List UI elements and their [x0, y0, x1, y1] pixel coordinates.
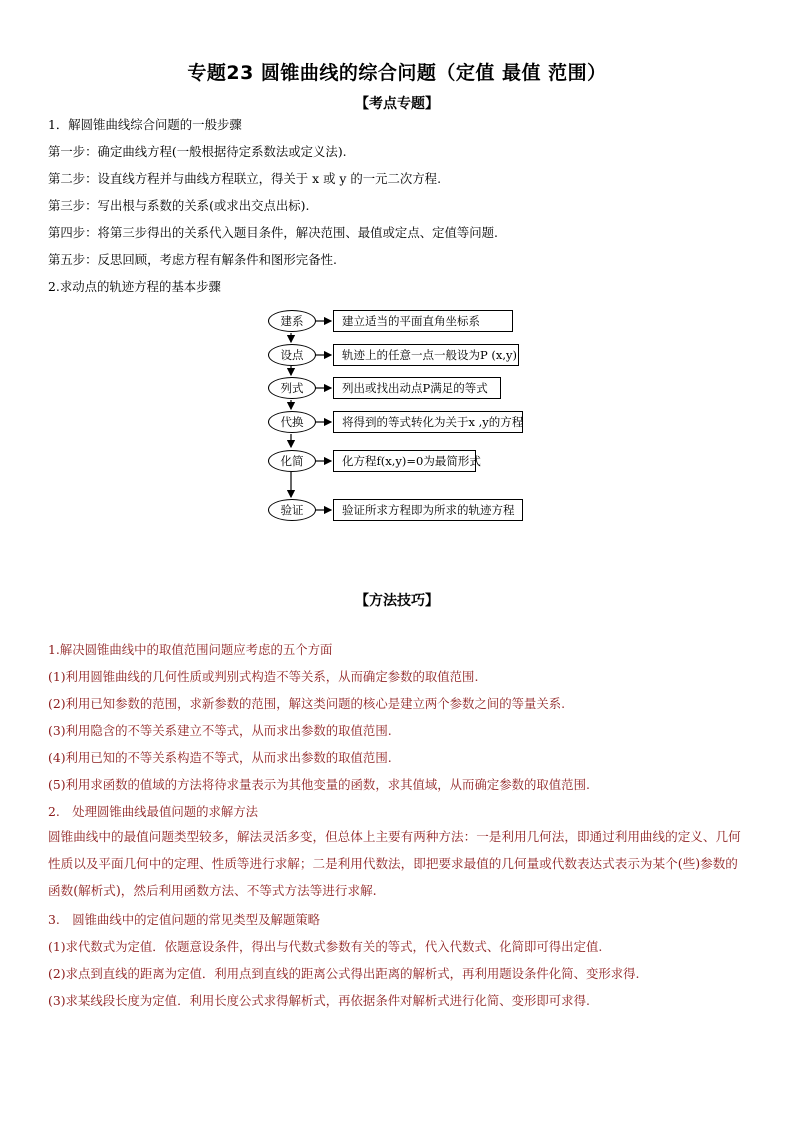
method-item1-point-3: (3)利用隐含的不等关系建立不等式，从而求出参数的取值范围.	[48, 723, 392, 738]
flow-node-lieshi: 列式	[268, 377, 316, 399]
method-item2-title: 2. 处理圆锥曲线最值问题的求解方法	[48, 804, 259, 819]
section-heading-kaodian: 【考点专题】	[355, 96, 439, 112]
flow-node-jianxi: 建系	[268, 310, 316, 332]
step-1: 第一步：确定曲线方程(一般根据待定系数法或定义法).	[48, 144, 347, 159]
step-5: 第五步：反思回顾，考虑方程有解条件和图形完备性.	[48, 252, 337, 267]
method-item2-body: 圆锥曲线中的最值问题类型较多，解法灵活多变，但总体上主要有两种方法：一是利用几何法，即通过利用曲线的定义、几何性质以及平面几何中的定理、性质等进行求解；二是利用代数法，即把要求最值的几何量或代数表达式表示为某个(些)参数的函数(解析式)，然后利用函数方法、不等式方法等进行求解.	[48, 829, 741, 898]
method-item3-point-1: (1)求代数式为定值．依题意设条件，得出与代数式参数有关的等式，代入代数式、化简即可得出定值.	[48, 939, 603, 954]
item1-title: 1．解圆锥曲线综合问题的一般步骤	[48, 117, 242, 132]
section-heading-fangfa: 【方法技巧】	[355, 593, 439, 609]
flow-desc-huajian: 化方程f(x,y)=0为最简形式	[333, 450, 476, 472]
flow-node-huajian: 化简	[268, 450, 316, 472]
method-item1-point-2: (2)利用已知参数的范围，求新参数的范围，解这类问题的核心是建立两个参数之间的等量关系.	[48, 696, 566, 711]
flow-desc-jianxi: 建立适当的平面直角坐标系	[333, 310, 513, 332]
step-3: 第三步：写出根与系数的关系(或求出交点出标).	[48, 198, 310, 213]
document-title: 专题23 圆锥曲线的综合问题（定值 最值 范围）	[187, 62, 607, 84]
flow-desc-yanzheng: 验证所求方程即为所求的轨迹方程	[333, 499, 523, 521]
flow-node-daihuan: 代换	[268, 411, 316, 433]
flow-desc-shedian: 轨迹上的任意一点一般设为P (x,y)	[333, 344, 519, 366]
flow-node-shedian: 设点	[268, 344, 316, 366]
flow-desc-lieshi: 列出或找出动点P满足的等式	[333, 377, 501, 399]
step-4: 第四步：将第三步得出的关系代入题目条件，解决范围、最值或定点、定值等问题.	[48, 225, 499, 240]
method-item1-title: 1.解决圆锥曲线中的取值范围问题应考虑的五个方面	[48, 642, 333, 657]
step-2: 第二步：设直线方程并与曲线方程联立，得关于 x 或 y 的一元二次方程.	[48, 171, 442, 186]
method-item1-point-4: (4)利用已知的不等关系构造不等式，从而求出参数的取值范围.	[48, 750, 392, 765]
flow-node-yanzheng: 验证	[268, 499, 316, 521]
method-item1-point-1: (1)利用圆锥曲线的几何性质或判别式构造不等关系，从而确定参数的取值范围.	[48, 669, 479, 684]
flow-desc-daihuan: 将得到的等式转化为关于x ,y的方程	[333, 411, 523, 433]
item2-title: 2.求动点的轨迹方程的基本步骤	[48, 279, 221, 294]
method-item3-point-3: (3)求某线段长度为定值．利用长度公式求得解析式，再依据条件对解析式进行化简、变形即可求得.	[48, 993, 590, 1008]
method-item3-title: 3. 圆锥曲线中的定值问题的常见类型及解题策略	[48, 912, 321, 927]
method-item3-point-2: (2)求点到直线的距离为定值．利用点到直线的距离公式得出距离的解析式，再利用题设条件化简、变形求得.	[48, 966, 640, 981]
method-item1-point-5: (5)利用求函数的值域的方法将待求量表示为其他变量的函数，求其值域，从而确定参数的取值范围.	[48, 777, 590, 792]
